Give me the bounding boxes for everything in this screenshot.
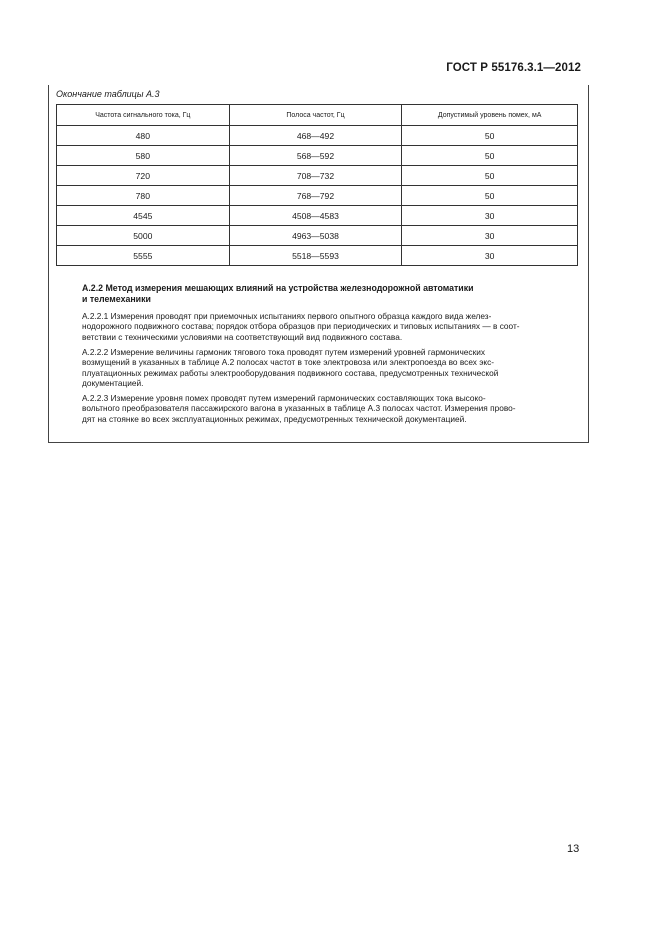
paragraph-a222	[82, 347, 577, 388]
cell-signal-frequency: 480	[57, 126, 230, 146]
cell-allowed-noise: 30	[402, 206, 578, 226]
table-caption: Окончание таблицы А.3	[56, 89, 160, 99]
cell-frequency-band: 5518—5593	[229, 246, 402, 266]
document-code: ГОСТ Р 55176.3.1—2012	[446, 62, 581, 74]
header-allowed-noise: Допустимый уровень помех, мА	[402, 105, 578, 126]
table-row	[57, 186, 578, 206]
paragraph-line: нодорожного подвижного состава; порядок отбора образцов при периодических и типовых испытаниях — в соот-	[82, 321, 520, 332]
paragraph-line: документацией.	[82, 377, 144, 388]
paragraph-line: дят на стоянке во всех эксплуатационных режимах, предусмотренных технической документацией.	[82, 413, 467, 424]
cell-frequency-band: 768—792	[229, 186, 402, 206]
header-signal-frequency: Частота сигнального тока, Гц	[57, 105, 230, 126]
table-row	[57, 206, 578, 226]
paragraph-a223	[82, 393, 577, 424]
cell-frequency-band: 468—492	[229, 126, 402, 146]
cell-allowed-noise: 30	[402, 226, 578, 246]
cell-signal-frequency: 720	[57, 166, 230, 186]
cell-frequency-band: 4508—4583	[229, 206, 402, 226]
paragraph-line: А.2.2.2 Измерение величины гармоник тягового тока проводят путем измерений уровней гармонических	[82, 347, 485, 357]
section-title	[82, 283, 577, 305]
cell-allowed-noise: 50	[402, 146, 578, 166]
section-title-line: и телемеханики	[82, 294, 151, 304]
paragraph-line: плуатационных режимах работы электрооборудования подвижного состава, предусмотренных технической	[82, 367, 499, 378]
cell-signal-frequency: 5000	[57, 226, 230, 246]
table-header-row	[57, 105, 578, 126]
paragraph-line: А.2.2.3 Измерение уровня помех проводят путем измерений гармонических составляющих тока высоко-	[82, 393, 486, 403]
cell-allowed-noise: 50	[402, 186, 578, 206]
cell-allowed-noise: 50	[402, 126, 578, 146]
cell-signal-frequency: 780	[57, 186, 230, 206]
page-number: 13	[567, 843, 580, 855]
table-row	[57, 146, 578, 166]
table-row	[57, 246, 578, 266]
cell-allowed-noise: 50	[402, 166, 578, 186]
cell-frequency-band: 568—592	[229, 146, 402, 166]
cell-signal-frequency: 580	[57, 146, 230, 166]
cell-signal-frequency: 4545	[57, 206, 230, 226]
table-row	[57, 166, 578, 186]
cell-frequency-band: 4963—5038	[229, 226, 402, 246]
data-table	[56, 104, 578, 266]
paragraph-a221	[82, 311, 577, 342]
table-row	[57, 126, 578, 146]
paragraph-line: ветствии с техническими условиями на соответствующий вид подвижного состава.	[82, 331, 403, 342]
section-title-line: А.2.2 Метод измерения мешающих влияний на устройства железнодорожной автоматики	[82, 283, 474, 293]
table-row	[57, 226, 578, 246]
cell-signal-frequency: 5555	[57, 246, 230, 266]
paragraph-line: вольтного преобразователя пассажирского вагона в указанных в таблице А.3 полосах частот. Измерения прово-	[82, 403, 516, 414]
cell-frequency-band: 708—732	[229, 166, 402, 186]
header-frequency-band: Полоса частот, Гц	[229, 105, 402, 126]
paragraph-line: возмущений в указанных в таблице А.2 полосах частот в токе электровоза или электропоезда во всех экс-	[82, 357, 495, 368]
paragraph-line: А.2.2.1 Измерения проводят при приемочных испытаниях первого опытного образца каждого вида желез-	[82, 311, 492, 321]
cell-allowed-noise: 30	[402, 246, 578, 266]
